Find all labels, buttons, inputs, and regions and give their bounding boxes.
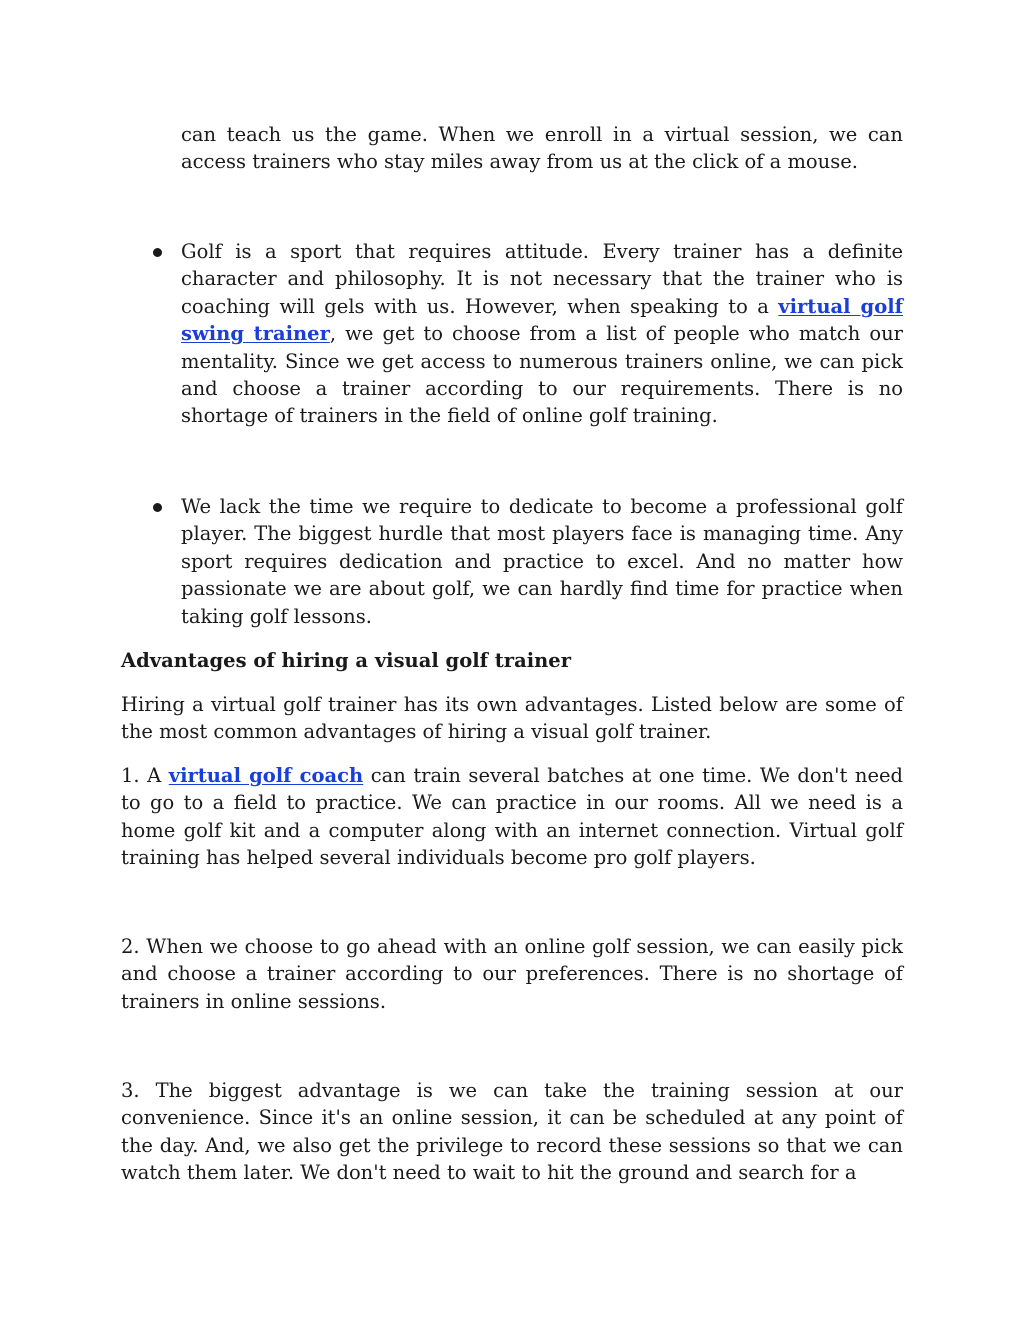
bullet-item-time: We lack the time we require to dedicate to become a professional golf player. The biggest hurdle that most players face is managing time. Any sport requires dedication and practice to excel. And no matter how passionate we are about golf, we can hardly find time for practice when taking golf lessons.	[181, 495, 903, 628]
continuation-paragraph: can teach us the game. When we enroll in a virtual session, we can access trainers who stay miles away from us at the click of a mouse.	[181, 123, 903, 174]
item-1-text-after: can train several batches at one time. We don't need to go to a field to practice. We can practice in our rooms. All we need is a home golf kit and a computer along with an internet connection. Virtual golf training has helped several individuals become pro golf players.	[121, 764, 904, 870]
bullet-dot-icon	[153, 503, 162, 512]
advantage-item-1	[121, 762, 903, 872]
item-1-text-before: 1. A	[121, 764, 169, 787]
virtual-golf-swing-trainer-link[interactable]: virtual golf swing trainer	[181, 294, 903, 346]
bullet-item-trainer-choice	[181, 238, 903, 430]
section-heading: Advantages of hiring a visual golf trainer	[121, 649, 571, 672]
advantage-item-2: 2. When we choose to go ahead with an online golf session, we can easily pick and choose a trainer according to our preferences. There is no shortage of trainers in online sessions.	[121, 935, 903, 1013]
advantage-item-3: 3. The biggest advantage is we can take the training session at our convenience. Since it's an online session, it can be scheduled at any point of the day. And, we also get the privilege to record these sessions so that we can watch them later. We don't need to wait to hit the ground and search for a	[121, 1079, 903, 1185]
bullet-dot-icon	[153, 248, 162, 257]
section-intro-paragraph: Hiring a virtual golf trainer has its own advantages. Listed below are some of the most common advantages of hiring a visual golf trainer.	[121, 693, 903, 744]
virtual-golf-coach-link[interactable]: virtual golf coach	[168, 764, 364, 787]
bullet-1-text-before: Golf is a sport that requires attitude. Every trainer has a definite character and philosophy. It is not necessary that the trainer who is coaching will gels with us. However, when speaking to a	[181, 240, 903, 318]
bullet-1-text-after: , we get to choose from a list of people who match our mentality. Since we get access to numerous trainers online, we can pick and choose a trainer according to our requirements. There is no shortage of trainers in the field of online golf training.	[181, 322, 903, 428]
